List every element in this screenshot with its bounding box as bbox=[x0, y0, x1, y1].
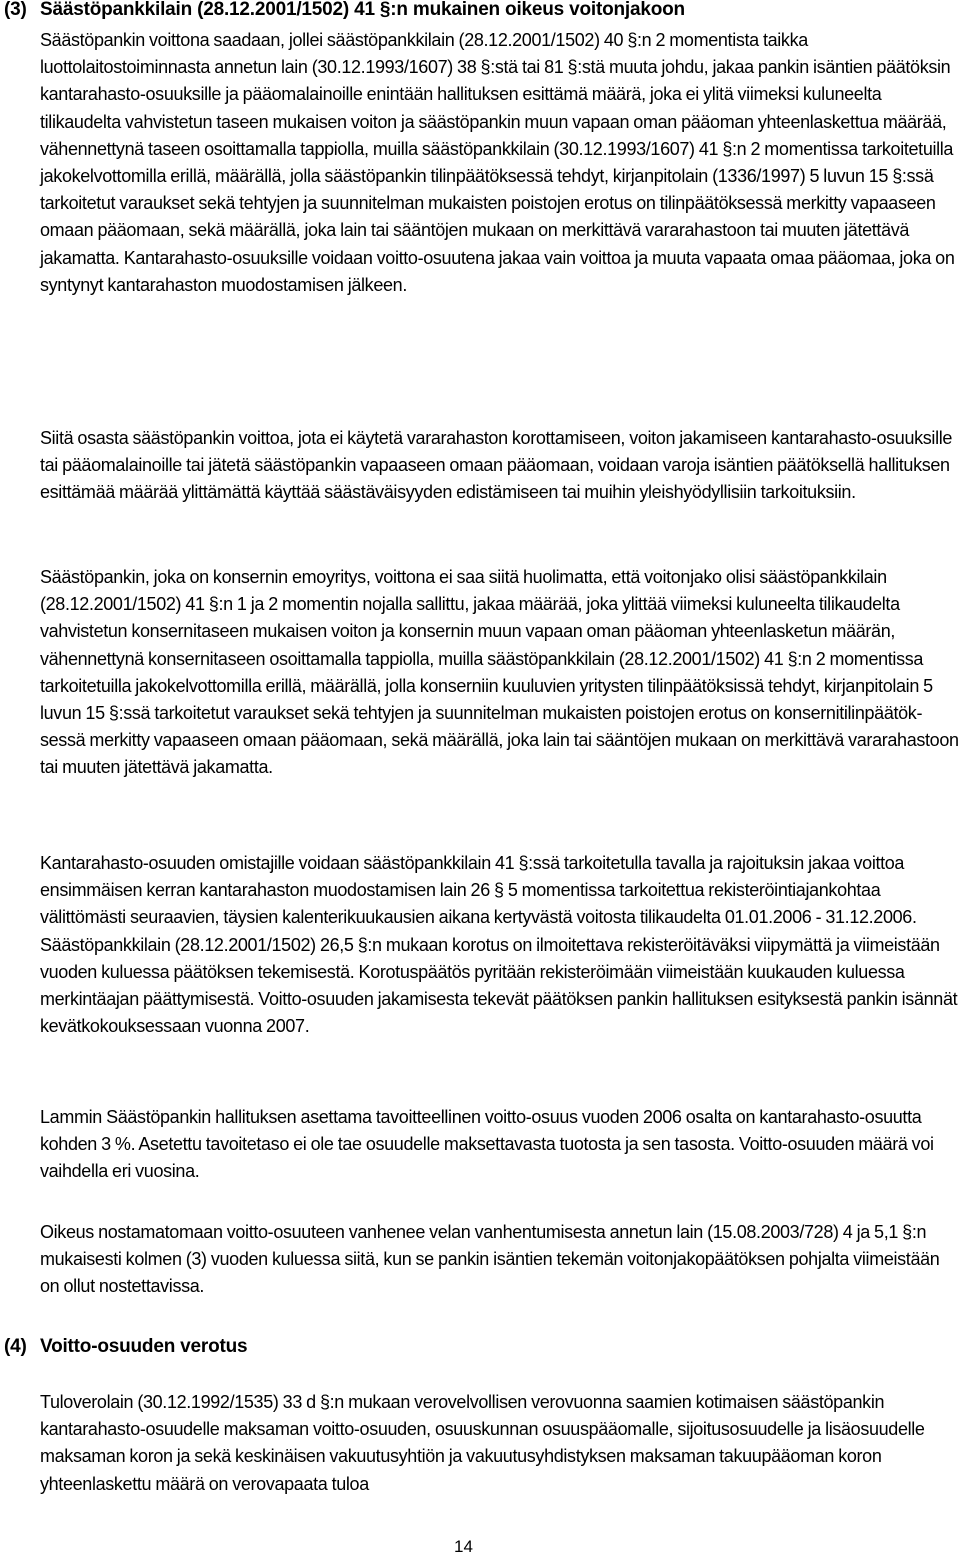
paragraph-target-profit-share: Lammin Säästöpankin hallituksen asettama tavoitteellinen voitto-osuus vuoden 2006 osalta on kantarahasto-osuutta kohden 3 %. Asetettu tavoitetaso ei ole tae osuudelle maksettavasta tuotosta ja sen tasosta. Voitto-osuuden määrä voi vaihdella eri vuosina. bbox=[40, 1107, 934, 1182]
paragraph-non-profit-use: Siitä osasta säästöpankin voittoa, jota ei käytetä vararahaston korottamiseen, voiton jakamiseen kantarahasto-osuuksille tai pääomalainoille tai jätetä säästöpankin vapaaseen omaan pääomaan, voidaan varoja isäntien päätöksellä hallituksen esittämää määrää ylittämättä käyttää säästäväisyyden edistämiseen tai muihin yleishyödyllisiin tarkoituksiin. bbox=[40, 428, 953, 503]
section-3-title: Säästöpankkilain (28.12.2001/1502) 41 §:n mukainen oikeus voitonjakoon bbox=[40, 0, 685, 20]
page-number: 14 bbox=[454, 1537, 473, 1556]
section-3-heading bbox=[4, 0, 685, 22]
section-3-number: (3) bbox=[4, 0, 27, 20]
paragraph-group-parent: Säästöpankin, joka on konsernin emoyritys, voittona ei saa siitä huolimatta, että voitonjako olisi säästöpankkilain (28.12.2001/1502) 41 §:n 1 ja 2 momentin nojalla sallittu, jakaa määrää, joka ylittää viimeksi kuluneelta tilikaudelta vahvistetun konsernitaseen mukaisen voiton ja konsernin muun vapaan oman pääoman yhteenlasketun määrän, vähennettynä konsernitaseen osoittamalla tappiolla, muilla säästöpankkilain (28.12.2001/1502) 41 §:n 2 momentissa tarkoitetuilla jakokelvottomilla erillä, määrällä, jolla konserniin kuuluvien yritysten tilinpäätöksissä tehdyt, kirjanpitolain 5 luvun 15 §:ssä tarkoitetut varaukset sekä tehtyjen ja suunnitelman mukaisten poistojen erotus on konsernitilinpäätök-sessä merkitty vapaaseen omaan pääomaan, sekä määrällä, joka lain tai sääntöjen mukaan on merkittävä vararahastoon tai muuten jätettävä jakamatta. bbox=[40, 567, 959, 778]
paragraph-taxation: Tuloverolain (30.12.1992/1535) 33 d §:n mukaan verovelvollisen verovuonna saamien kotimaisen säästöpankin kantarahasto-osuudelle maksaman voitto-osuuden, osuuskunnan osuuspääomalle, sijoitusosuudelle ja lisäosuudelle maksaman koron ja sekä keskinäisen vakuutusyhtiön ja vakuutusyhdistyksen maksaman takuupääoman koron yhteenlaskettu määrä on verovapaata tuloa bbox=[40, 1392, 925, 1494]
section-4-title: Voitto-osuuden verotus bbox=[40, 1336, 248, 1357]
section-4-heading bbox=[4, 1335, 247, 1359]
section-4-number: (4) bbox=[4, 1336, 27, 1357]
paragraph-profit-distribution: Säästöpankin voittona saadaan, jollei säästöpankkilain (28.12.2001/1502) 40 §:n 2 momentista taikka luottolaitostoiminnasta annetun lain (30.12.1993/1607) 38 §:stä tai 81 §:stä muuta johdu, jakaa pankin isäntien päätöksin kantarahasto-osuuksille ja pääomalainoille enintään hallituksen esittämä määrä, joka ei ylitä viimeksi kuluneelta tilikaudelta vahvistetun taseen mukaisen voiton ja säästöpankin muun vapaan oman pääoman yhteenlaskettua määrää, vähennettynä taseen osoittamalla tappiolla, muilla säästöpankkilain (30.12.1993/1607) 41 §:n 2 momentissa tarkoitetuilla jakokelvottomilla erillä, määrällä, jolla säästöpankin tilinpäätöksessä tehdyt, kirjanpitolain (1336/1997) 5 luvun 15 §:ssä tarkoitetut varaukset sekä tehtyjen ja suunnitelman mukaisten poistojen erotus on tilinpäätöksessä merkitty vapaaseen omaan pääomaan, sekä määrällä, joka lain tai sääntöjen mukaan on merkittävä vararahastoon tai muuten jätettävä jakamatta. Kantarahasto-osuuksille voidaan voitto-osuutena jakaa vain voittoa ja muuta vapaata omaa pääomaa, joka on syntynyt kantarahaston muodostamisen jälkeen. bbox=[40, 30, 955, 295]
paragraph-expiry: Oikeus nostamatomaan voitto-osuuteen vanhenee velan vanhentumisesta annetun lain (15.08.2003/728) 4 ja 5,1 §:n mukaisesti kolmen (3) vuoden kuluessa siitä, kun se pankin isäntien tekemän voitonjakopäätöksen pohjalta viimeistään on ollut nostettavissa. bbox=[40, 1222, 940, 1297]
paragraph-first-distribution: Kantarahasto-osuuden omistajille voidaan säästöpankkilain 41 §:ssä tarkoitetulla tavalla ja rajoituksin jakaa voittoa ensimmäisen kerran kantarahaston muodostamisen lain 26 § 5 momentissa tarkoitettua rekisteröintiajankohtaa välittömästi seuraavien, täysien kalenterikuukausien aikana kertyvästä voitosta tilikaudelta 01.01.2006 - 31.12.2006. Säästöpankkilain (28.12.2001/1502) 26,5 §:n mukaan korotus on ilmoitettava rekisteröitäväksi viipymättä ja viimeistään vuoden kuluessa päätöksen tekemisestä. Korotuspäätös pyritään rekisteröimään viimeistään kuukauden kuluessa merkintäajan päättymisestä. Voitto-osuuden jakamisesta tekevät päätöksen pankin hallituksen esityksestä pankin isännät kevätkokouksessaan vuonna 2007. bbox=[40, 853, 958, 1037]
